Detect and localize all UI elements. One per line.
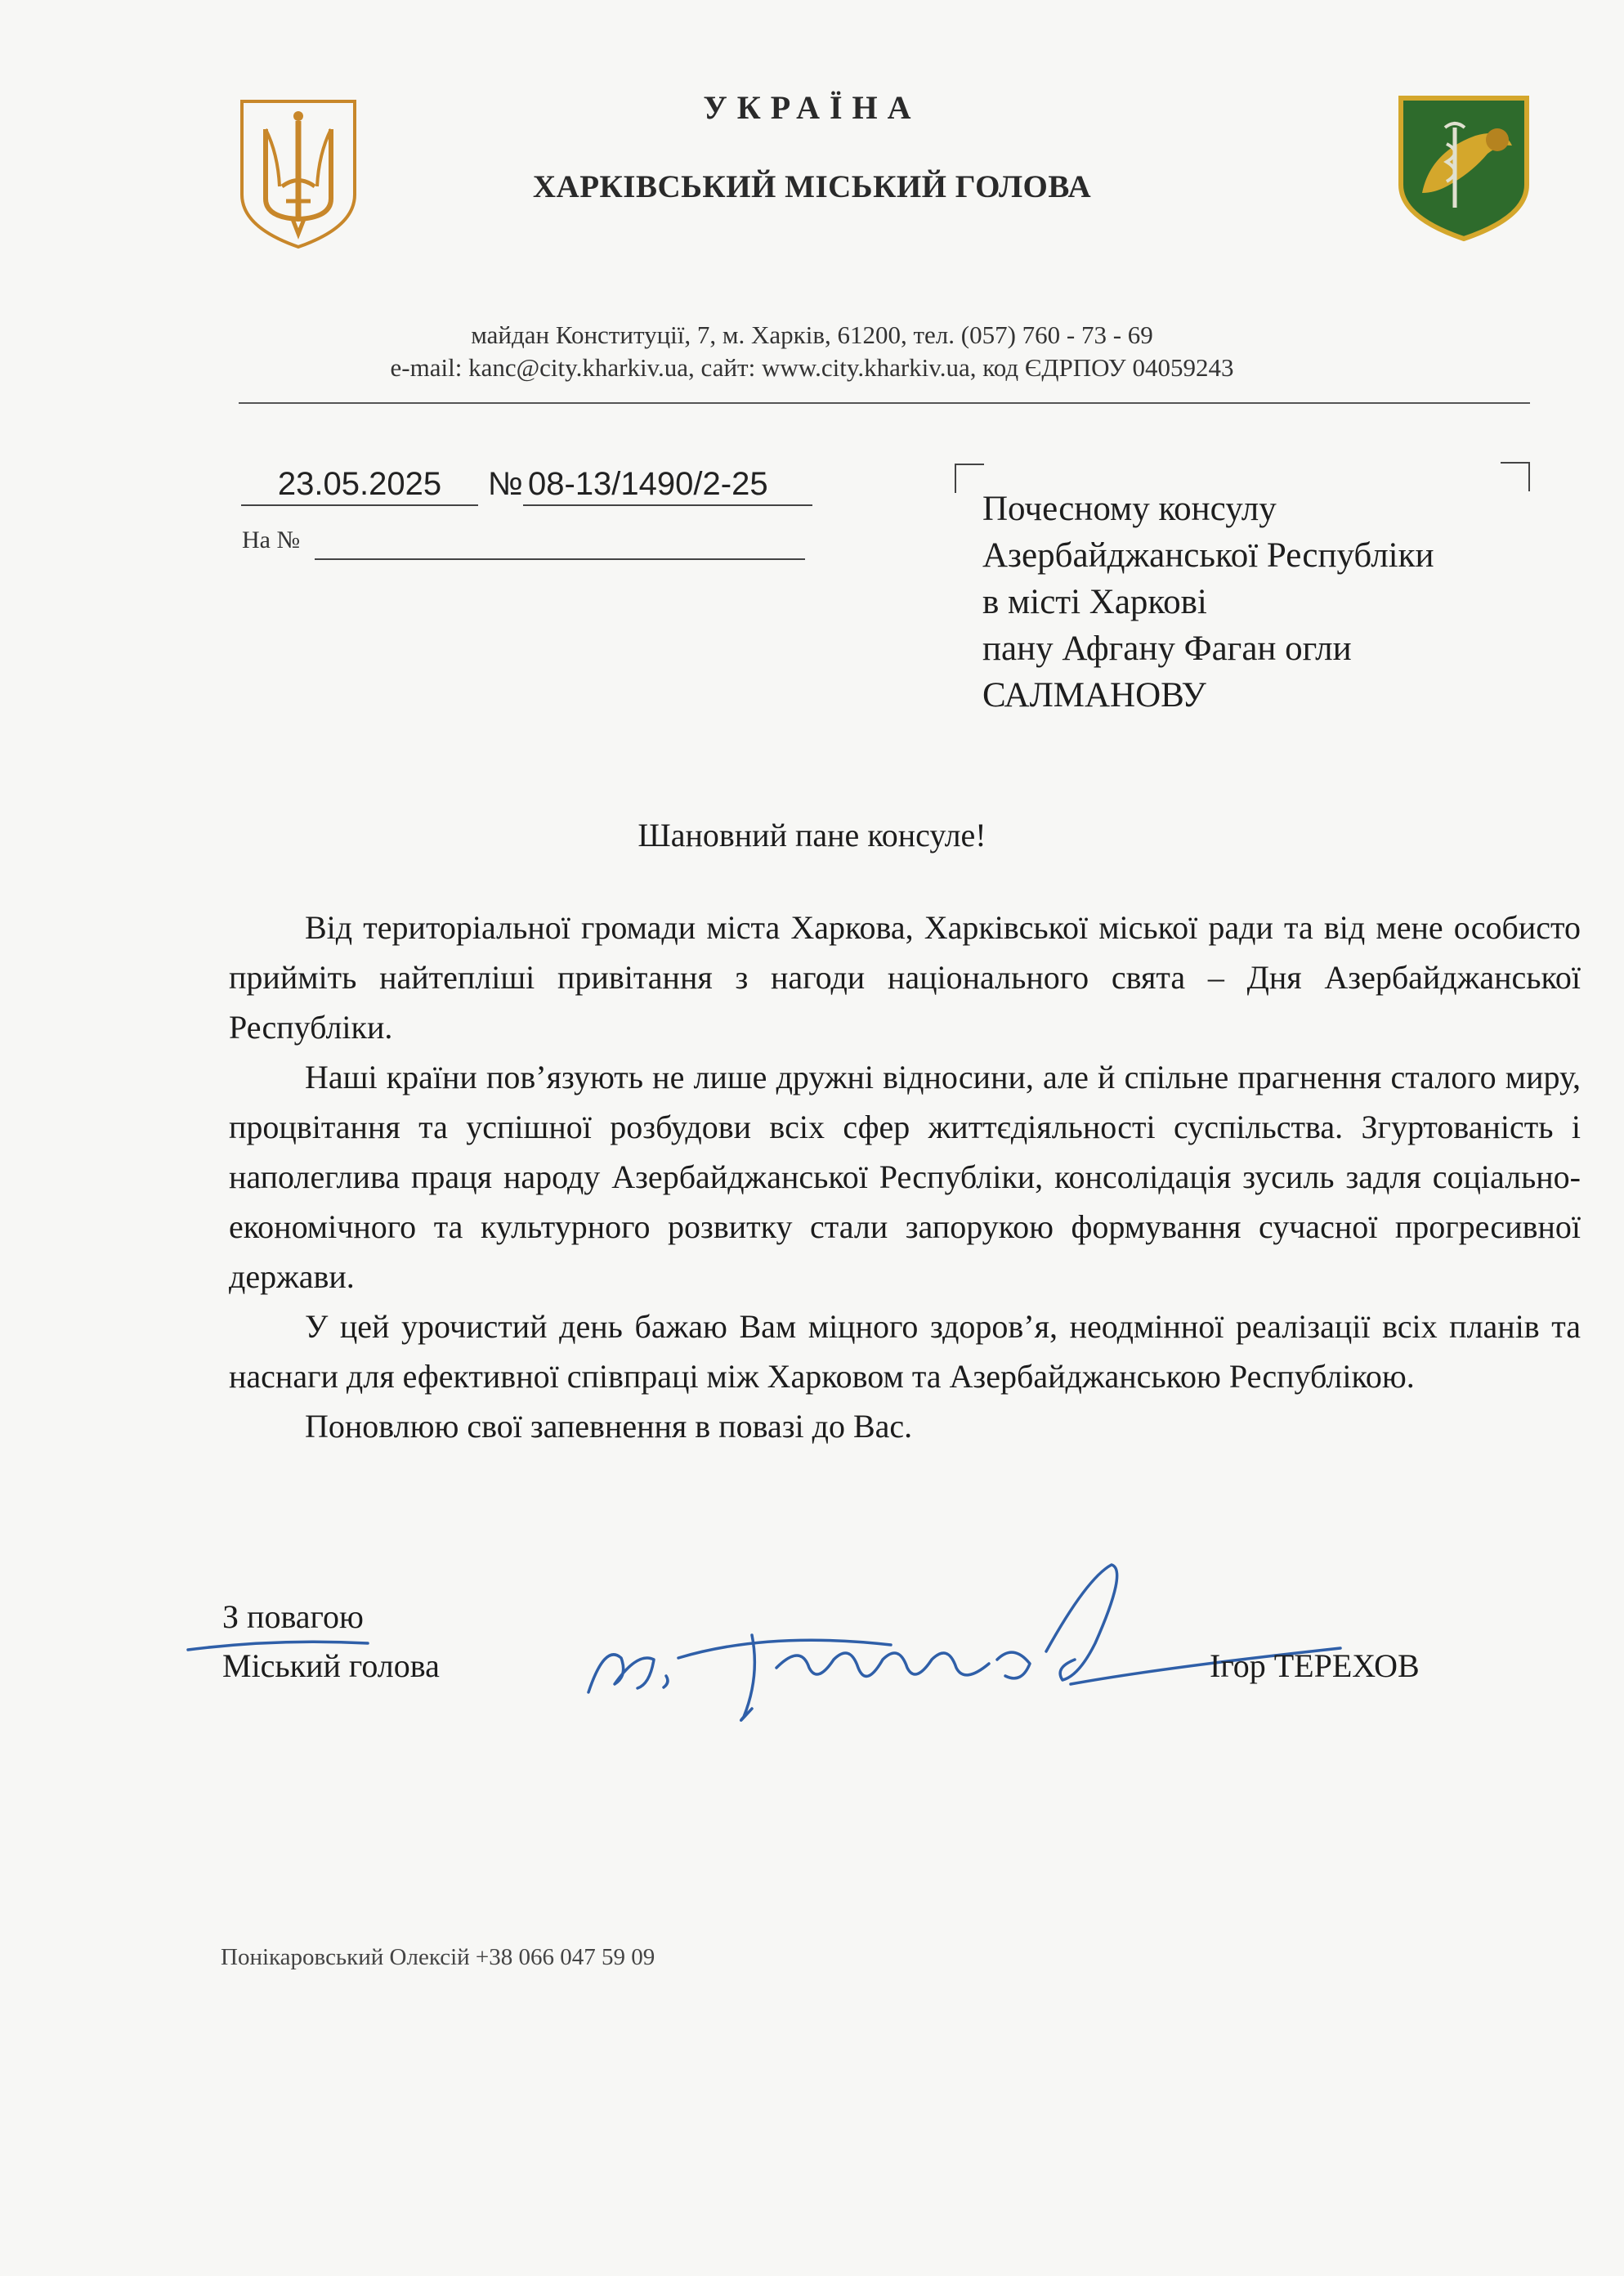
salutation: Шановний пане консуле! [638,817,986,854]
addressee-line: Почесному консулу [982,490,1277,528]
letter-body [229,903,1581,1451]
addressee-line: Азербайджанської Республіки [982,536,1434,575]
executor-contact: Понікаровський Олексій +38 066 047 59 09 [221,1944,655,1970]
signer-title: Міський голова [222,1647,440,1684]
registration-date: 23.05.2025 [241,466,478,506]
contact-line: e-mail: kanc@city.kharkiv.ua, сайт: www.city.kharkiv.ua, код ЄДРПОУ 04059243 [390,353,1234,382]
registration-number-sign: № [488,466,523,502]
addressee-block [982,486,1434,719]
signer-name: Ігор ТЕРЕХОВ [1210,1647,1420,1684]
reference-label: На № [242,526,301,553]
body-paragraph: Від територіальної громади міста Харкова, Харківської міської ради та від мене особисто прийміть найтепліші привітання з нагоди національного свята – Дня Азербайджанської Республіки. [229,909,1581,1046]
body-paragraph: Поновлюю свої запевнення в повазі до Вас. [305,1408,913,1445]
addressee-line: САЛМАНОВУ [982,676,1206,715]
address-line: майдан Конституції, 7, м. Харків, 61200, тел. (057) 760 - 73 - 69 [471,320,1153,349]
addressee-line: в місті Харкові [982,583,1207,621]
addressee-corner-mark [1501,462,1530,491]
reference-blank-line [315,558,805,560]
body-paragraph: Наші країни пов’язують не лише дружні відносини, але й спільне прагнення сталого миру, процвітання та успішної розбудови всіх сфер життєдіяльності суспільства. Згуртованість і наполеглива праця народу Азербайджанської Республіки, консолідація зусиль задля соціально-економічного та культурного розвитку стали запорукою формування сучасної прогресивної держави. [229,1059,1581,1295]
country-title: УКРАЇНА [703,89,921,126]
body-paragraph: У цей урочистий день бажаю Вам міцного здоров’я, неодмінної реалізації всіх планів та наснаги для ефективної співпраці між Харковом та Азербайджанською Республікою. [229,1308,1581,1395]
header-divider [239,402,1530,404]
office-title: ХАРКІВСЬКИЙ МІСЬКИЙ ГОЛОВА [532,169,1092,204]
closing-regards: З повагою [222,1598,364,1635]
registration-number: 08-13/1490/2-25 [523,466,812,506]
addressee-line: пану Афгану Фаган огли [982,629,1352,668]
addressee-corner-mark [955,464,984,493]
